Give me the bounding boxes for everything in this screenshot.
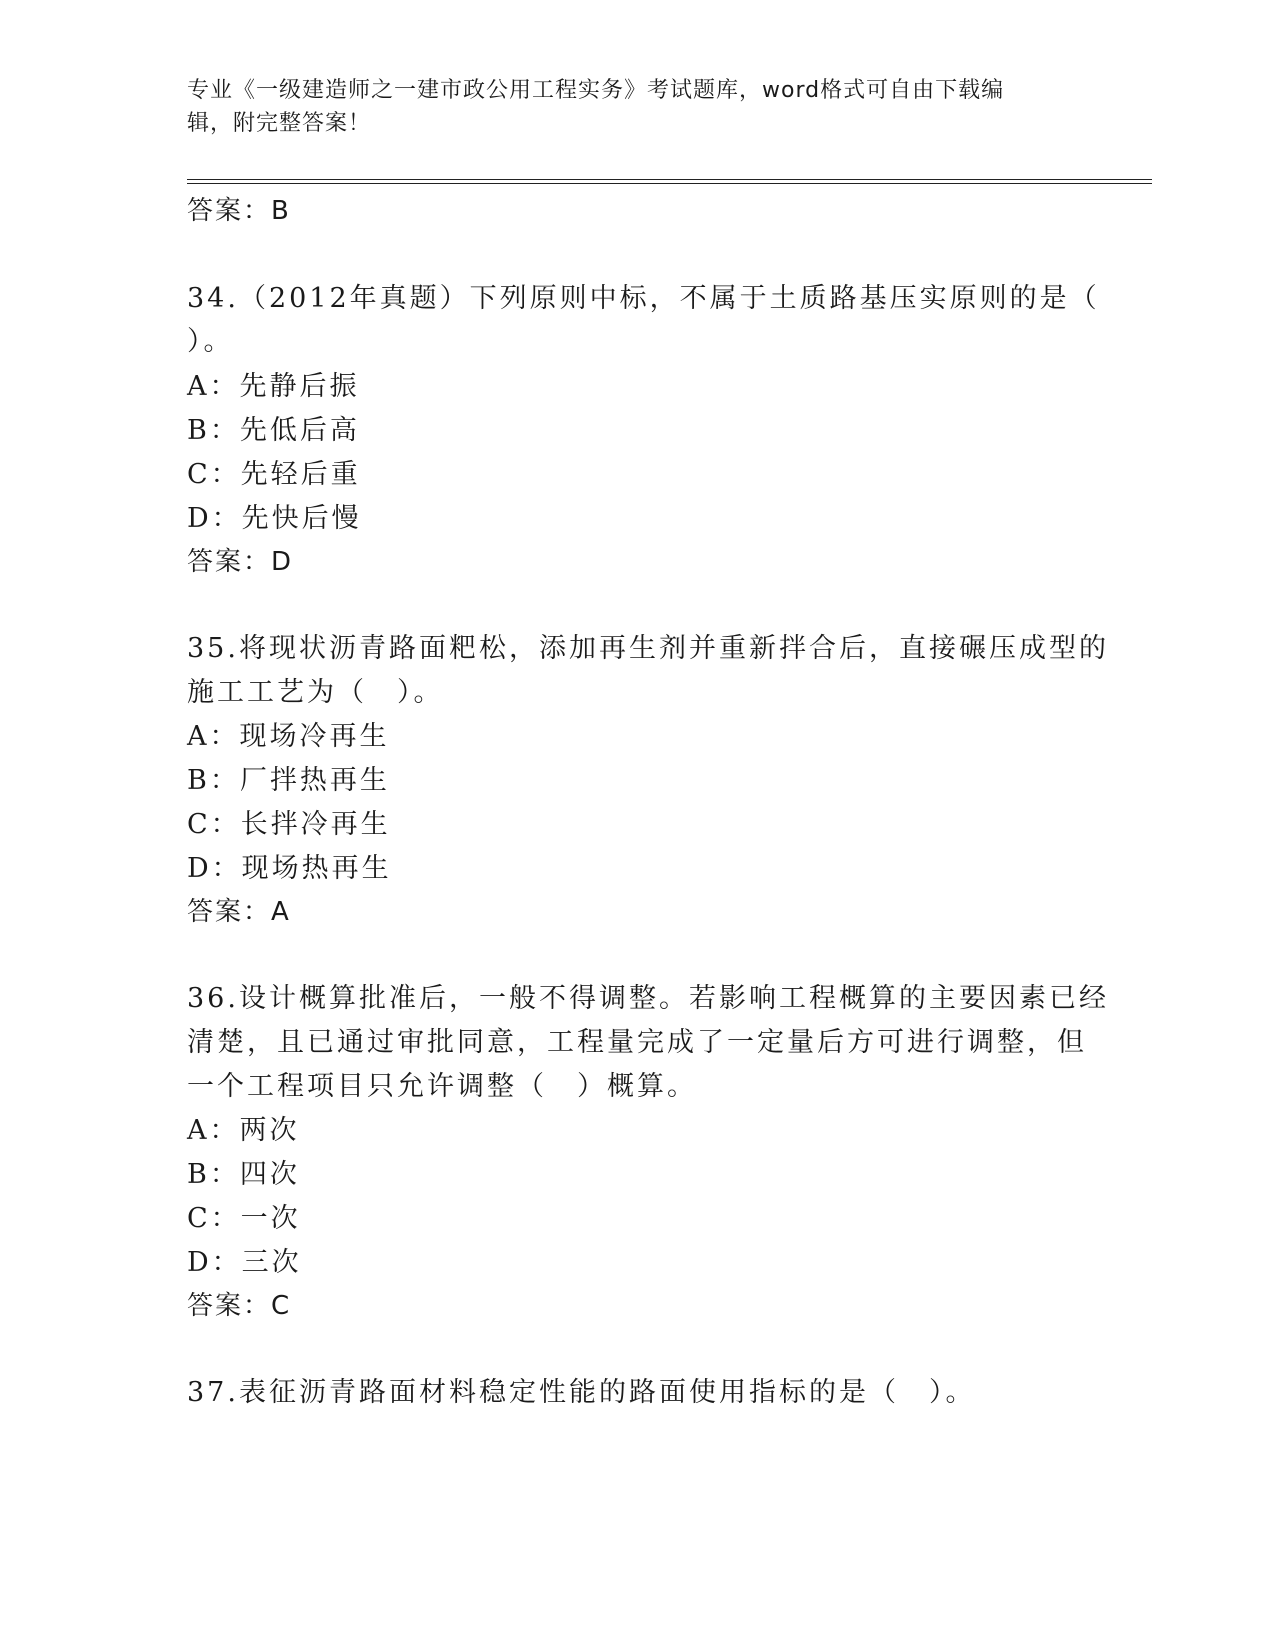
question-36-text-line-2: 清楚，且已通过审批同意，工程量完成了一定量后方可进行调整，但 (187, 1027, 1087, 1058)
question-34-option-b: B：先低后高 (187, 415, 360, 446)
question-35-option-a: A：现场冷再生 (187, 721, 390, 752)
question-34-option-a: A：先静后振 (187, 371, 360, 402)
question-35-option-b: B：厂拌热再生 (187, 765, 390, 796)
question-35-text-line-1: 35.将现状沥青路面粑松，添加再生剂并重新拌合后，直接碾压成型的 (187, 633, 1109, 664)
question-34-text-line-2: ）。 (187, 326, 234, 357)
question-34-answer: 答案：D (187, 547, 294, 577)
question-35-option-c: C：长拌冷再生 (187, 809, 391, 840)
question-36-text-line-3: 一个工程项目只允许调整（ ）概算。 (187, 1071, 697, 1102)
question-36-text-line-1: 36.设计概算批准后，一般不得调整。若影响工程概算的主要因素已经 (187, 983, 1109, 1014)
header-divider-bottom (187, 183, 1152, 184)
header-line-2: 辑，附完整答案！ (187, 111, 372, 136)
page-header (187, 74, 1067, 140)
question-36-option-c: C：一次 (187, 1203, 301, 1234)
question-35-text-line-2: 施工工艺为（ ）。 (187, 677, 444, 708)
question-35-answer: 答案：A (187, 897, 291, 927)
question-34-option-d: D：先快后慢 (187, 503, 362, 534)
question-36-option-d: D：三次 (187, 1247, 302, 1278)
header-line-1: 专业《一级建造师之一建市政公用工程实务》考试题库，word格式可自由下载编 (187, 78, 1005, 103)
question-37-text-line-1: 37.表征沥青路面材料稳定性能的路面使用指标的是（ ）。 (187, 1377, 976, 1408)
question-34-text-line-1: 34.（2012年真题）下列原则中标，不属于土质路基压实原则的是（ (187, 283, 1100, 314)
answer-33: 答案：B (187, 196, 291, 226)
question-35-option-d: D：现场热再生 (187, 853, 392, 884)
question-36-option-b: B：四次 (187, 1159, 300, 1190)
question-36-option-a: A：两次 (187, 1115, 300, 1146)
header-divider-top (187, 179, 1152, 180)
question-36-answer: 答案：C (187, 1291, 292, 1321)
question-34-option-c: C：先轻后重 (187, 459, 361, 490)
